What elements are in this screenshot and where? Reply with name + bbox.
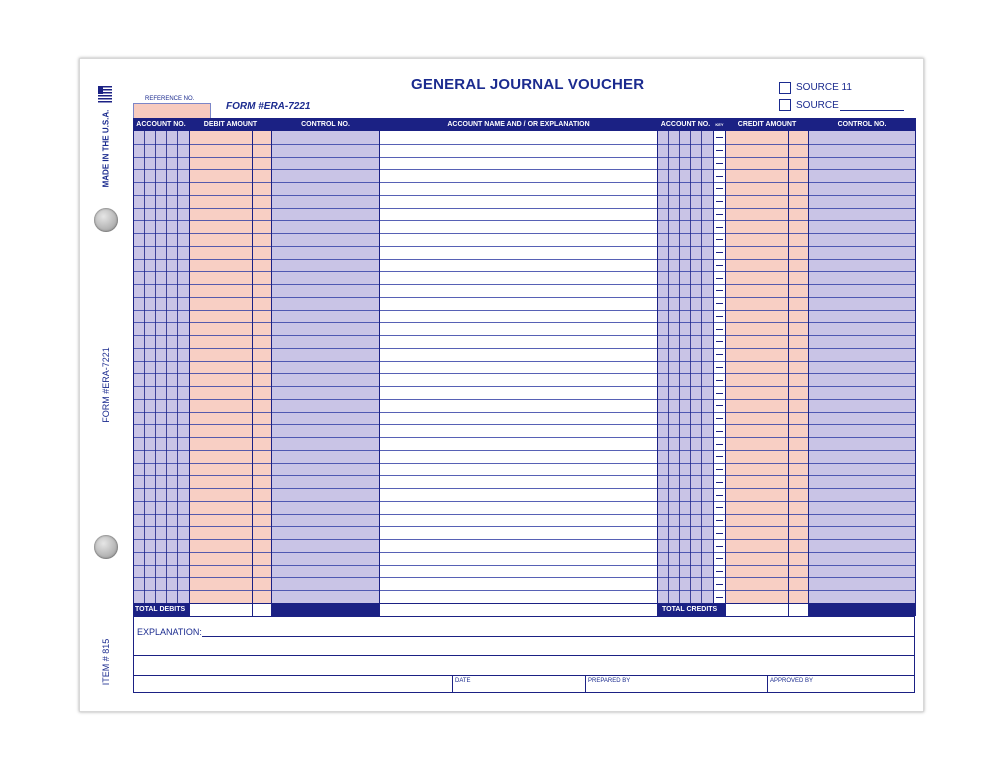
header-account-no-right: ACCOUNT NO.: [658, 118, 713, 131]
row-line: [133, 450, 915, 451]
key-dash: [716, 418, 723, 419]
side-form-number: FORM #ERA-7221: [101, 347, 111, 423]
key-dash: [716, 431, 723, 432]
column-divider: [725, 118, 726, 616]
account-digit-divider: [690, 131, 691, 603]
source-11-checkbox[interactable]: [779, 82, 791, 94]
control-no-left-column[interactable]: [272, 131, 379, 603]
row-line: [133, 437, 915, 438]
key-dash: [716, 188, 723, 189]
column-divider: [915, 118, 916, 616]
key-dash: [716, 482, 723, 483]
row-line: [133, 475, 915, 476]
row-line: [133, 182, 915, 183]
item-number: ITEM # 815: [101, 638, 111, 686]
cents-divider: [252, 131, 253, 616]
key-dash: [716, 520, 723, 521]
row-line: [133, 386, 915, 387]
key-dash: [716, 380, 723, 381]
key-dash: [716, 150, 723, 151]
total-credits-cents-field[interactable]: [789, 603, 808, 617]
source-label: SOURCE: [796, 100, 839, 111]
column-divider: [271, 118, 272, 616]
account-digit-divider: [668, 131, 669, 603]
approved-by-label: APPROVED BY: [770, 678, 814, 684]
row-line: [133, 488, 915, 489]
prepared-by-label: PREPARED BY: [588, 678, 631, 684]
row-line: [133, 424, 915, 425]
key-dash: [716, 456, 723, 457]
key-dash: [716, 495, 723, 496]
column-divider: [657, 118, 658, 616]
key-dash: [716, 252, 723, 253]
key-dash: [716, 227, 723, 228]
explanation-line-3[interactable]: [133, 675, 915, 676]
account-digit-divider: [155, 131, 156, 603]
account-digit-divider: [144, 131, 145, 603]
column-divider: [133, 118, 134, 616]
row-line: [133, 590, 915, 591]
key-dash: [716, 176, 723, 177]
date-label: DATE: [455, 678, 471, 684]
row-line: [133, 514, 915, 515]
row-line: [133, 373, 915, 374]
row-line: [133, 195, 915, 196]
row-line: [133, 208, 915, 209]
row-line: [133, 526, 915, 527]
form-number: FORM #ERA-7221: [226, 101, 311, 112]
row-line: [133, 310, 915, 311]
key-dash: [716, 597, 723, 598]
column-divider: [713, 118, 714, 616]
credit-amount-column[interactable]: [726, 131, 808, 603]
total-credits-field[interactable]: [726, 603, 788, 617]
explanation-line-2[interactable]: [133, 655, 915, 656]
key-dash: [716, 278, 723, 279]
account-digit-divider: [166, 131, 167, 603]
key-dash: [716, 201, 723, 202]
key-dash: [716, 341, 723, 342]
header-control-no-left: CONTROL NO.: [272, 118, 379, 131]
key-dash: [716, 354, 723, 355]
row-line: [133, 271, 915, 272]
key-dash: [716, 393, 723, 394]
key-dash: [716, 405, 723, 406]
prepared-by-field[interactable]: [586, 684, 767, 692]
total-control-right-bar: [809, 603, 915, 616]
account-no-right-column[interactable]: [658, 131, 713, 603]
reference-number-field[interactable]: [133, 103, 211, 119]
key-dash: [716, 265, 723, 266]
column-divider: [379, 118, 380, 616]
total-debits-field[interactable]: [190, 603, 252, 617]
header-key: KEY: [714, 118, 725, 131]
punch-hole-bottom: [94, 535, 118, 559]
key-dash: [716, 163, 723, 164]
account-no-left-column[interactable]: [133, 131, 189, 603]
key-dash: [716, 239, 723, 240]
header-credit-amount: CREDIT AMOUNT: [726, 118, 808, 131]
header-control-no-right: CONTROL NO.: [809, 118, 915, 131]
row-line: [133, 169, 915, 170]
row-line: [133, 259, 915, 260]
key-dash: [716, 444, 723, 445]
header-account-no-left: ACCOUNT NO.: [133, 118, 189, 131]
row-line: [133, 220, 915, 221]
row-line: [133, 552, 915, 553]
row-line: [133, 463, 915, 464]
reference-label: REFERENCE NO.: [145, 96, 195, 102]
total-control-left-bar: [272, 603, 379, 616]
punch-hole-top: [94, 208, 118, 232]
account-digit-divider: [177, 131, 178, 603]
row-line: [133, 157, 915, 158]
key-dash: [716, 533, 723, 534]
cents-divider: [788, 131, 789, 616]
total-debits-cents-field[interactable]: [253, 603, 271, 617]
row-line: [133, 246, 915, 247]
approved-by-field[interactable]: [768, 684, 914, 692]
key-dash: [716, 507, 723, 508]
row-line: [133, 539, 915, 540]
account-digit-divider: [679, 131, 680, 603]
key-dash: [716, 584, 723, 585]
control-no-right-column[interactable]: [809, 131, 915, 603]
made-in-usa-text: MADE IN THE U.S.A.: [101, 109, 111, 188]
row-line: [133, 322, 915, 323]
debit-amount-column[interactable]: [190, 131, 271, 603]
date-field[interactable]: [453, 684, 585, 692]
key-dash: [716, 316, 723, 317]
source-blank-line[interactable]: [840, 110, 904, 111]
source-checkbox[interactable]: [779, 99, 791, 111]
row-line: [133, 284, 915, 285]
explanation-label: EXPLANATION:: [137, 627, 202, 637]
row-line: [133, 348, 915, 349]
key-dash: [716, 214, 723, 215]
row-line: [133, 412, 915, 413]
row-line: [133, 565, 915, 566]
total-blank-middle: [380, 603, 657, 617]
account-name-column[interactable]: [380, 131, 657, 603]
row-line: [133, 577, 915, 578]
row-line: [133, 297, 915, 298]
key-dash: [716, 137, 723, 138]
row-line: [133, 335, 915, 336]
account-digit-divider: [701, 131, 702, 603]
row-line: [133, 144, 915, 145]
column-divider: [808, 118, 809, 616]
total-credits-label: TOTAL CREDITS: [658, 603, 725, 616]
header-account-name: ACCOUNT NAME AND / OR EXPLANATION: [380, 118, 657, 131]
key-dash: [716, 558, 723, 559]
total-debits-label: TOTAL DEBITS: [133, 603, 189, 616]
key-dash: [716, 367, 723, 368]
key-dash: [716, 571, 723, 572]
page-title: GENERAL JOURNAL VOUCHER: [411, 76, 645, 93]
key-dash: [716, 329, 723, 330]
row-line: [133, 501, 915, 502]
header-debit-amount: DEBIT AMOUNT: [190, 118, 271, 131]
row-line: [133, 233, 915, 234]
source-11-label: SOURCE 11: [796, 82, 852, 93]
key-dash: [716, 290, 723, 291]
key-dash: [716, 546, 723, 547]
row-line: [133, 361, 915, 362]
key-dash: [716, 469, 723, 470]
key-dash: [716, 303, 723, 304]
row-line: [133, 399, 915, 400]
column-divider: [189, 118, 190, 616]
explanation-line-1[interactable]: [202, 636, 915, 637]
